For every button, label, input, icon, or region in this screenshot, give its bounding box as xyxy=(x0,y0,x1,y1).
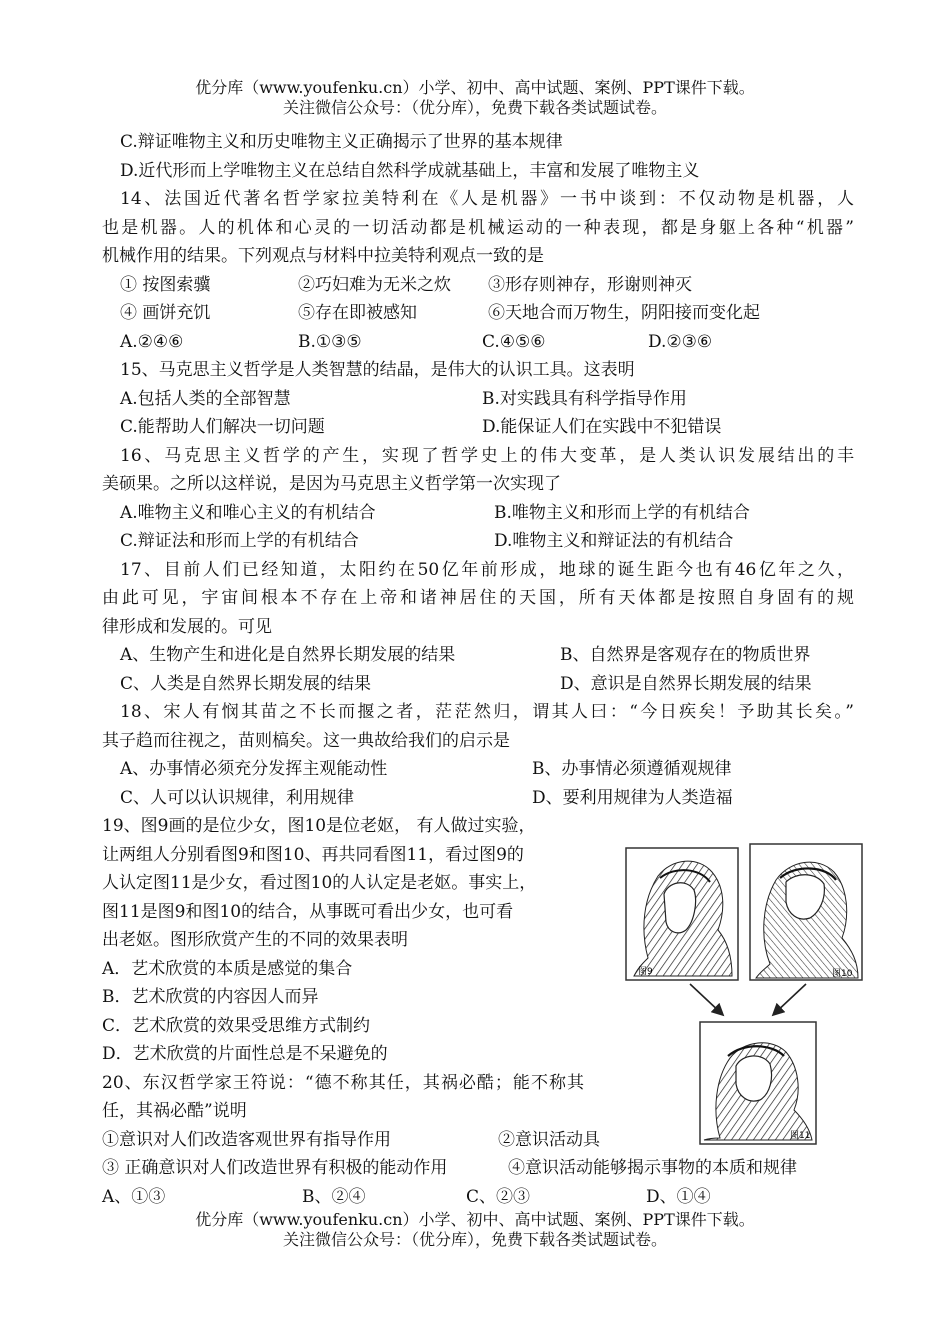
q17-options-row-2 xyxy=(102,670,854,699)
q20-option-d: D、①④ xyxy=(646,1186,711,1207)
q15-option-c: C.能帮助人们解决一切问题 xyxy=(120,417,325,437)
footer-line-2: 关注微信公众号：（优分库），免费下载各类试题试卷。 xyxy=(282,1230,667,1249)
q20-stem-line-2: 任，其祸必酷”说明 xyxy=(102,1101,247,1121)
q16-options-row-2 xyxy=(102,527,854,556)
q18-options-row-2 xyxy=(102,784,854,813)
q15-option-a: A.包括人类的全部智慧 xyxy=(120,388,291,409)
q14-items-row-2 xyxy=(102,299,854,328)
arrow-from-10 xyxy=(774,984,806,1014)
figure-10-label: 图10 xyxy=(832,969,853,979)
q19-option-b: B．艺术欣赏的内容因人而异 xyxy=(102,987,319,1007)
q19-stem-line-1: 19、图9画的是位少女，图10是位老妪， 有人做过实验， xyxy=(102,816,536,836)
figure-11-label: 图11 xyxy=(790,1131,811,1141)
q14-items-row-1 xyxy=(102,271,854,300)
q14-option-b: B.①③⑤ xyxy=(298,331,362,352)
q14-item-4: ④ 画饼充饥 xyxy=(120,303,211,323)
q17-stem-line-2: 由此可见，宇宙间根本不存在上帝和诸神居住的天国，所有天体都是按照自身固有的规 xyxy=(102,588,854,608)
q14-item-1: ① 按图索骥 xyxy=(120,274,211,295)
q18-stem-line-1: 18、宋人有悯其苗之不长而揠之者，茫茫然归，谓其人曰：“今日疾矣！予助其长矣。” xyxy=(120,702,854,722)
q17-option-d: D、意识是自然界长期发展的结果 xyxy=(560,673,812,694)
q14-item-3: ③形存则神存，形谢则神灭 xyxy=(488,274,692,295)
q14-option-a: A.②④⑥ xyxy=(120,331,184,352)
q14-options xyxy=(102,328,854,357)
q20-option-b: B、②④ xyxy=(302,1186,366,1207)
footer-line-1: 优分库（www.youfenku.cn）小学、初中、高中试题、案例、PPT课件下载。 xyxy=(195,1210,755,1229)
q14-item-5: ⑤存在即被感知 xyxy=(298,303,417,323)
header-line-1: 优分库（www.youfenku.cn）小学、初中、高中试题、案例、PPT课件下载。 xyxy=(195,78,755,97)
q14-stem-line-1: 14、法国近代著名哲学家拉美特利在《人是机器》一书中谈到：不仅动物是机器，人 xyxy=(120,189,854,209)
q18-options-row-1 xyxy=(102,755,854,784)
q16-option-a: A.唯物主义和唯心主义的有机结合 xyxy=(120,502,376,523)
q20-item-1: ①意识对人们改造客观世界有指导作用 xyxy=(102,1129,391,1150)
q16-option-b: B.唯物主义和形而上学的有机结合 xyxy=(494,502,750,523)
q19-option-a: A．艺术欣赏的本质是感觉的集合 xyxy=(102,958,353,979)
q17-option-b: B、自然界是客观存在的物质世界 xyxy=(560,645,811,665)
q20-items-row-2 xyxy=(102,1154,854,1183)
figure-11-sketch xyxy=(700,1022,816,1144)
q17-option-c: C、人类是自然界长期发展的结果 xyxy=(120,673,372,694)
figure-10-sketch xyxy=(750,844,862,980)
q15-stem: 15、马克思主义哲学是人类智慧的结晶，是伟大的认识工具。这表明 xyxy=(120,360,635,380)
q17-stem-line-3: 律形成和发展的。可见 xyxy=(102,616,272,637)
q18-stem-line-2: 其子趋而往视之，苗则槁矣。这一典故给我们的启示是 xyxy=(102,730,510,751)
q14-option-c: C.④⑤⑥ xyxy=(482,331,546,352)
q15-option-b: B.对实践具有科学指导作用 xyxy=(482,388,687,409)
q16-stem-line-2: 美硕果。之所以这样说，是因为马克思主义哲学第一次实现了 xyxy=(102,474,561,494)
q14-option-d: D.②③⑥ xyxy=(648,331,713,352)
q17-option-a: A、生物产生和进化是自然界长期发展的结果 xyxy=(120,645,456,665)
q17-stem-line-1: 17、目前人们已经知道，太阳约在50亿年前形成，地球的诞生距今也有46亿年之久， xyxy=(120,559,854,580)
q15-options-row-1 xyxy=(102,385,854,414)
q19-option-c: C．艺术欣赏的效果受思维方式制约 xyxy=(102,1015,371,1036)
q20-option-a: A、①③ xyxy=(102,1186,166,1207)
illusion-figure xyxy=(620,838,868,1148)
q14-stem-line-3: 机械作用的结果。下列观点与材料中拉美特利观点一致的是 xyxy=(102,246,544,266)
q14-item-6: ⑥天地合而万物生，阴阳接而变化起 xyxy=(488,303,760,323)
q14-item-2: ②巧妇难为无米之炊 xyxy=(298,274,451,295)
q15-option-d: D.能保证人们在实践中不犯错误 xyxy=(482,417,722,437)
q16-option-d: D.唯物主义和辩证法的有机结合 xyxy=(494,531,734,551)
q16-option-c: C.辩证法和形而上学的有机结合 xyxy=(120,531,359,551)
q18-option-c: C、人可以认识规律，利用规律 xyxy=(120,787,355,808)
q19-stem-line-3: 人认定图11是少女，看过图10的人认定是老妪。事实上， xyxy=(102,873,537,893)
q19-option-d: D．艺术欣赏的片面性总是不呆避免的 xyxy=(102,1044,388,1064)
q20-item-3: ③ 正确意识对人们改造世界有积极的能动作用 xyxy=(102,1158,448,1178)
illusion-figure-svg xyxy=(620,838,868,1148)
q20-item-2: ②意识活动具 xyxy=(498,1129,600,1150)
q17-options-row-1 xyxy=(102,641,854,670)
q16-stem-line-1: 16、马克思主义哲学的产生，实现了哲学史上的伟大变革，是人类认识发展结出的丰 xyxy=(120,445,854,466)
figure-9-label: 图9 xyxy=(638,967,653,977)
q14-stem-line-2: 也是机器。人的机体和心灵的一切活动都是机械运动的一种表现，都是身躯上各种“机器” xyxy=(102,217,854,238)
q18-option-b: B、办事情必须遵循观规律 xyxy=(532,759,732,779)
q20-item-4: ④意识活动能够揭示事物的本质和规律 xyxy=(508,1158,797,1178)
q20-option-c: C、②③ xyxy=(466,1186,531,1207)
arrow-from-9 xyxy=(690,984,722,1014)
q18-option-d: D、要利用规律为人类造福 xyxy=(532,787,733,808)
q20-stem-line-1: 20、东汉哲学家王符说：“德不称其任，其祸必酷；能不称其 xyxy=(102,1072,584,1093)
q18-option-a: A、办事情必须充分发挥主观能动性 xyxy=(120,759,388,779)
q19-stem-line-5: 出老妪。图形欣赏产生的不同的效果表明 xyxy=(102,930,408,950)
page-header xyxy=(0,78,950,118)
q16-options-row-1 xyxy=(102,499,854,528)
q20-options xyxy=(102,1183,854,1212)
q19-stem-line-4: 图11是图9和图10的结合，从事既可看出少女，也可看 xyxy=(102,901,514,922)
q19-stem-line-2: 让两组人分别看图9和图10、再共同看图11，看过图9的 xyxy=(102,844,524,865)
q15-options-row-2 xyxy=(102,413,854,442)
figure-9-sketch xyxy=(626,848,738,980)
header-line-2: 关注微信公众号：（优分库），免费下载各类试题试卷。 xyxy=(282,98,667,117)
page-footer xyxy=(0,1210,950,1250)
q13-option-c: C.辩证唯物主义和历史唯物主义正确揭示了世界的基本规律 xyxy=(120,132,563,152)
q13-option-d: D.近代形而上学唯物主义在总结自然科学成就基础上，丰富和发展了唯物主义 xyxy=(120,160,700,181)
